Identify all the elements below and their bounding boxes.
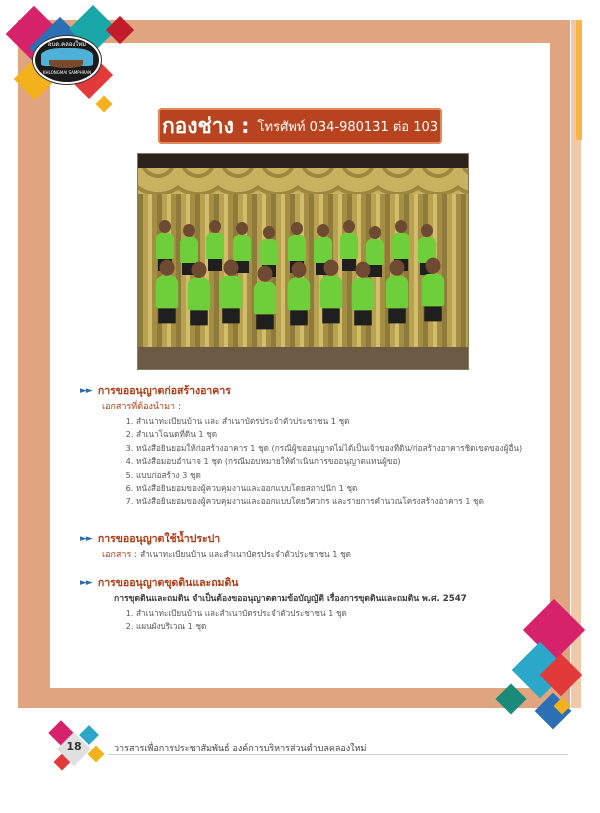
- list-item: 1. สำเนาทะเบียนบ้าน และ สำเนาบัตรประจำตัวประชาชน 1 ชุด: [136, 415, 540, 428]
- section-sub-value: สำเนาทะเบียนบ้าน และสำเนาบัตรประจำตัวประชาชน 1 ชุด: [140, 549, 351, 559]
- staff-person: [188, 262, 211, 326]
- right-edge-accent: [576, 20, 582, 140]
- double-arrow-icon: ►►: [80, 533, 92, 544]
- page-number: 18: [66, 740, 82, 753]
- section-heading: [80, 382, 540, 399]
- list-item: 5. แบบก่อสร้าง 3 ชุด: [136, 469, 540, 482]
- staff-person: [220, 260, 243, 324]
- list-item: 4. หนังสือมอบอำนาจ 1 ชุด (กรณีมอบหมายให้ดำเนินการขออนุญาตแทนผู้ขอ): [136, 455, 540, 468]
- list-item: 7. หนังสือยินยอมของผู้ควบคุมงานและออกแบบโดยวิศวกร และรายการคำนวณโครงสร้างอาคาร 1 ชุด: [136, 495, 540, 508]
- section-title: การขออนุญาตขุดดินและถมดิน: [97, 577, 239, 589]
- list-item: 3. หนังสือยินยอมให้ก่อสร้างอาคาร 1 ชุด (กรณีผู้ขออนุญาตไม่ได้เป็นเจ้าของที่ดิน/ก่อสร้างอาคารชิดเขตของผู้อื่น): [136, 442, 540, 455]
- staff-person: [386, 260, 409, 324]
- footer-journal-title: วารสารเพื่อการประชาสัมพันธ์ องค์การบริหารส่วนตำบลคลองใหม่: [114, 744, 367, 754]
- section-building-permit: [80, 382, 540, 509]
- banner-title: กองช่าง :: [161, 113, 250, 138]
- section-water-permit: [80, 530, 540, 561]
- division-banner: [158, 108, 442, 144]
- staff-person: [320, 260, 343, 324]
- ceiling: [138, 154, 468, 168]
- section-sub-label: เอกสาร :: [102, 550, 138, 560]
- section-sub-line: [102, 547, 540, 561]
- section-title: การขออนุญาตก่อสร้างอาคาร: [97, 385, 231, 397]
- list-item: 2. สำเนาโฉนดที่ดิน 1 ชุด: [136, 428, 540, 441]
- footer-divider: [108, 754, 568, 755]
- banner-phone: โทรศัพท์ 034-980131 ต่อ 103: [257, 119, 439, 135]
- section-title: การขออนุญาตใช้น้ำประปา: [97, 533, 221, 545]
- staff-person: [288, 262, 311, 326]
- logo-text-bottom: KHLONGMAI SAMPHRAN: [42, 70, 92, 75]
- staff-person: [254, 266, 277, 330]
- document-list: [80, 415, 540, 509]
- document-list: [80, 607, 540, 634]
- floor: [138, 347, 468, 369]
- double-arrow-icon: ►►: [80, 385, 92, 396]
- section-sub-label: เอกสารที่ต้องนำมา :: [102, 402, 181, 412]
- group-photo: [137, 153, 469, 370]
- curtain-valance: [138, 166, 468, 194]
- staff-person: [422, 258, 445, 322]
- section-excavation-permit: [80, 574, 540, 634]
- list-item: 6. หนังสือยินยอมของผู้ควบคุมงานและออกแบบโดยสถาปนิก 1 ชุด: [136, 482, 540, 495]
- boat-icon: [49, 60, 83, 68]
- list-item: 2. แผนผังบริเวณ 1 ชุด: [136, 620, 540, 633]
- section-heading: [80, 530, 540, 547]
- logo-text-top: อบต.คลองใหม่: [47, 41, 87, 48]
- org-logo: [33, 36, 101, 84]
- staff-person: [156, 260, 179, 324]
- section-heading: [80, 574, 540, 591]
- double-arrow-icon: ►►: [80, 577, 92, 588]
- section-note: การขุดดินและถมดิน จำเป็นต้องขออนุญาตตามข้อบัญญัติ เรื่องการขุดดินและถมดิน พ.ศ. 2547: [114, 594, 467, 604]
- staff-person: [352, 262, 375, 326]
- list-item: 1. สำเนาทะเบียนบ้าน และสำเนาบัตรประจำตัวประชาชน 1 ชุด: [136, 607, 540, 620]
